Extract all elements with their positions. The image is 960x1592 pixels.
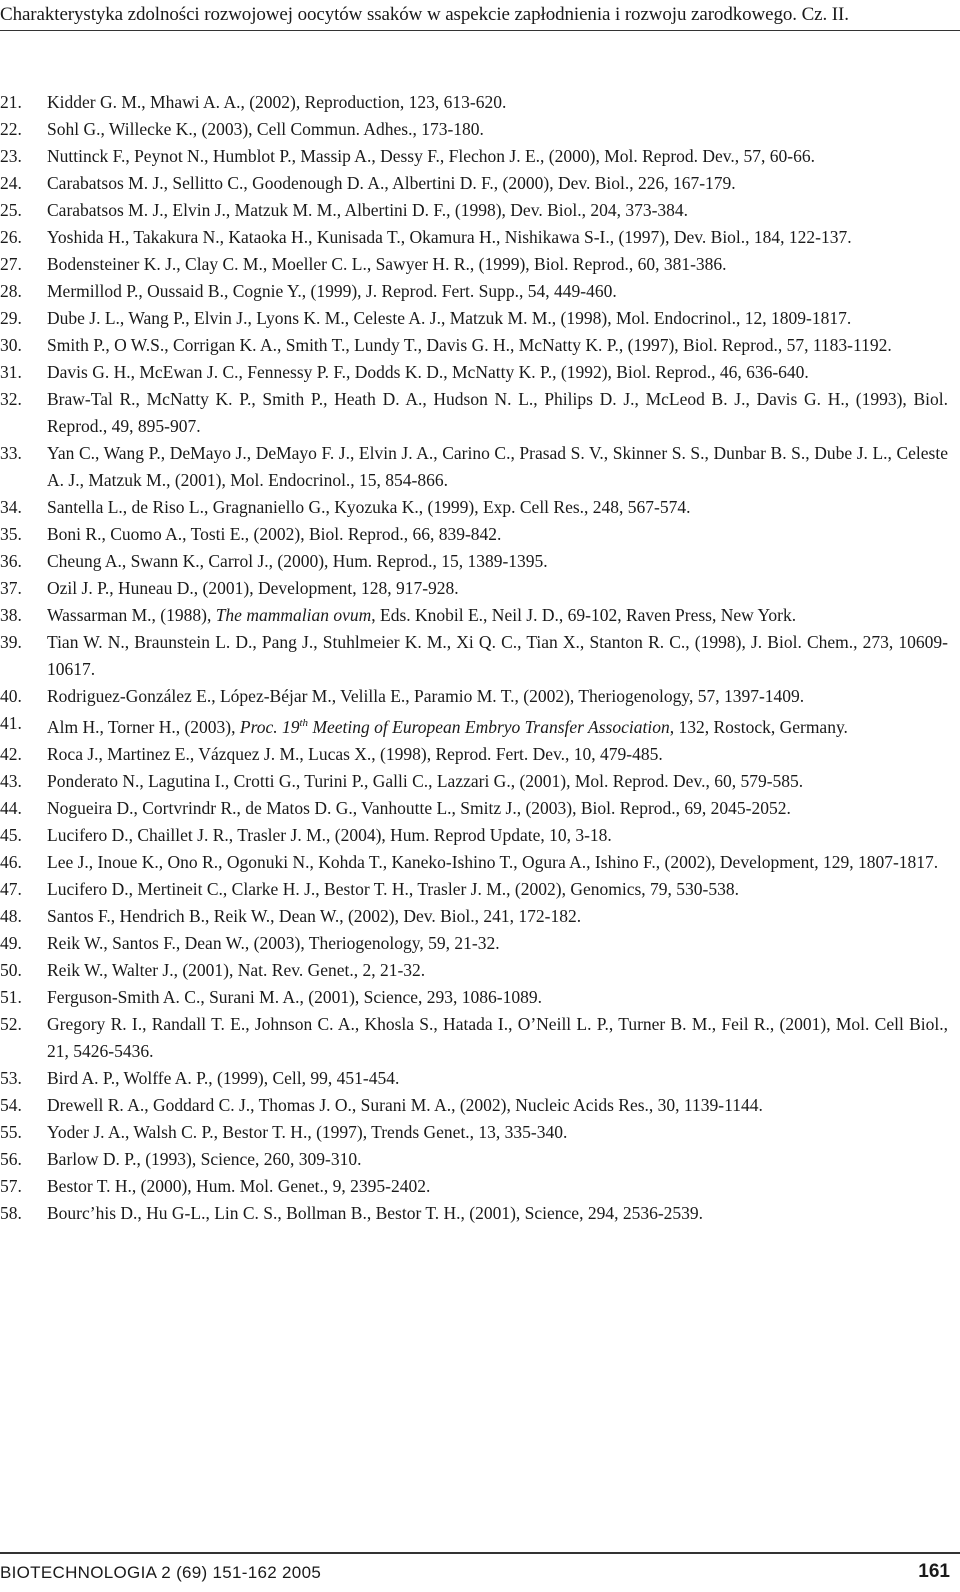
reference-item: [0, 197, 948, 224]
reference-number: 23.: [0, 146, 22, 166]
reference-text: [47, 143, 948, 170]
reference-item: [0, 521, 948, 548]
reference-text: [47, 741, 948, 768]
reference-item: [0, 1173, 948, 1200]
reference-item: [0, 305, 948, 332]
reference-text: [47, 224, 948, 251]
reference-text: [47, 89, 948, 116]
reference-item: [0, 683, 948, 710]
reference-item: [0, 548, 948, 575]
reference-segment: Bodensteiner K. J., Clay C. M., Moeller C. L., Sawyer H. R., (1999), Biol. Reprod., 60, 381-386.: [47, 254, 727, 274]
reference-number: 52.: [0, 1013, 22, 1034]
reference-number: 48.: [0, 905, 22, 926]
reference-number: 50.: [0, 959, 22, 980]
reference-text: [47, 822, 948, 849]
reference-number: 24.: [0, 173, 22, 193]
reference-segment: Gregory R. I., Randall T. E., Johnson C. A., Khosla S., Hatada I., O’Neill L. P., Turner B. M., Feil R., (2001), Mol. Cell Biol., 21, 5426-5436.: [47, 1013, 948, 1061]
reference-number: 33.: [0, 443, 22, 463]
reference-item: [0, 957, 948, 984]
reference-number: 43.: [0, 770, 22, 791]
reference-item: [0, 89, 948, 116]
superscript: th: [299, 717, 309, 729]
reference-segment: Bird A. P., Wolffe A. P., (1999), Cell, 99, 451-454.: [47, 1067, 400, 1088]
reference-text: [47, 575, 948, 602]
journal-citation: BIOTECHNOLOGIA 2 (69) 151-162 2005: [0, 1563, 322, 1582]
reference-number: 53.: [0, 1067, 22, 1088]
reference-text: [47, 332, 948, 359]
reference-item: [0, 224, 948, 251]
reference-segment: Carabatsos M. J., Sellitto C., Goodenough D. A., Albertini D. F., (2000), Dev. Biol., 226, 167-179.: [47, 173, 736, 193]
reference-item: [0, 1146, 948, 1173]
reference-number: 47.: [0, 878, 22, 899]
reference-number: 31.: [0, 362, 22, 382]
reference-item: [0, 795, 948, 822]
reference-item: [0, 332, 948, 359]
reference-segment: Santella L., de Riso L., Gragnaniello G., Kyozuka K., (1999), Exp. Cell Res., 248, 567-574.: [47, 497, 691, 517]
italic-title: The mammalian ovum: [215, 605, 372, 625]
reference-number: 40.: [0, 686, 22, 706]
reference-item: [0, 116, 948, 143]
reference-item: [0, 440, 948, 494]
reference-text: [47, 278, 948, 305]
reference-text: [47, 710, 948, 741]
reference-number: 28.: [0, 281, 22, 301]
reference-item: [0, 170, 948, 197]
reference-number: 46.: [0, 851, 22, 872]
reference-number: 27.: [0, 254, 22, 274]
reference-item: [0, 1200, 948, 1227]
reference-item: [0, 629, 948, 683]
reference-text: [47, 629, 948, 683]
reference-item: [0, 741, 948, 768]
reference-number: 58.: [0, 1202, 22, 1223]
reference-text: [47, 984, 948, 1011]
reference-number: 49.: [0, 932, 22, 953]
reference-text: [47, 683, 948, 710]
reference-item: [0, 143, 948, 170]
page-number: 161: [918, 1561, 950, 1582]
reference-item: [0, 822, 948, 849]
reference-number: 34.: [0, 497, 22, 517]
reference-number: 22.: [0, 119, 22, 139]
reference-item: [0, 386, 948, 440]
reference-text: [47, 548, 948, 575]
footer-rule: [0, 1552, 960, 1554]
italic-title: Meeting of European Embryo Transfer Association: [308, 716, 670, 737]
reference-item: [0, 1065, 948, 1092]
reference-number: 39.: [0, 632, 22, 652]
reference-item: [0, 575, 948, 602]
reference-text: [47, 197, 948, 224]
reference-segment: Reik W., Santos F., Dean W., (2003), Theriogenology, 59, 21-32.: [47, 932, 500, 953]
reference-item: [0, 984, 948, 1011]
reference-number: 38.: [0, 605, 22, 625]
reference-number: 42.: [0, 743, 22, 764]
reference-segment: Yoder J. A., Walsh C. P., Bestor T. H., (1997), Trends Genet., 13, 335-340.: [47, 1121, 568, 1142]
reference-list: [0, 89, 948, 1227]
reference-number: 44.: [0, 797, 22, 818]
reference-text: [47, 1146, 948, 1173]
reference-segment: Rodriguez-González E., López-Béjar M., Velilla E., Paramio M. T., (2002), Theriogenology, 57, 1397-1409.: [47, 686, 805, 706]
reference-text: [47, 1011, 948, 1065]
reference-item: [0, 903, 948, 930]
reference-segment: Yan C., Wang P., DeMayo J., DeMayo F. J., Elvin J. A., Carino C., Prasad S. V., Skinner S. S., Dunbar B. S., Dube J. L., Celeste A. J., Matzuk M., (2001), Mol. Endocrinol., 15, 854-866.: [47, 443, 948, 490]
reference-text: [47, 930, 948, 957]
reference-number: 57.: [0, 1175, 22, 1196]
reference-item: [0, 768, 948, 795]
reference-segment: Smith P., O W.S., Corrigan K. A., Smith T., Lundy T., Davis G. H., McNatty K. P., (1997), Biol. Reprod., 57, 1183-1192.: [47, 335, 892, 355]
reference-number: 36.: [0, 551, 22, 571]
italic-title: [300, 717, 309, 737]
reference-text: [47, 386, 948, 440]
reference-segment: Ponderato N., Lagutina I., Crotti G., Turini P., Galli C., Lazzari G., (2001), Mol. Reprod. Dev., 60, 579-585.: [47, 770, 804, 791]
reference-text: [47, 305, 948, 332]
reference-text: [47, 170, 948, 197]
reference-number: 35.: [0, 524, 22, 544]
reference-segment: Bourc’his D., Hu G-L., Lin C. S., Bollman B., Bestor T. H., (2001), Science, 294, 2536-2539.: [47, 1202, 704, 1223]
reference-text: [47, 903, 948, 930]
reference-segment: Lee J., Inoue K., Ono R., Ogonuki N., Kohda T., Kaneko-Ishino T., Ogura A., Ishino F., (2002), Development, 129, 1807-1817.: [47, 851, 939, 872]
reference-text: [47, 957, 948, 984]
reference-number: 45.: [0, 824, 22, 845]
reference-segment: Santos F., Hendrich B., Reik W., Dean W., (2002), Dev. Biol., 241, 172-182.: [47, 905, 582, 926]
reference-number: 32.: [0, 389, 22, 409]
reference-segment: Sohl G., Willecke K., (2003), Cell Commun. Adhes., 173-180.: [47, 119, 484, 139]
reference-text: [47, 602, 948, 629]
reference-text: [47, 359, 948, 386]
reference-item: [0, 278, 948, 305]
reference-number: 56.: [0, 1148, 22, 1169]
reference-segment: Braw-Tal R., McNatty K. P., Smith P., Heath D. A., Hudson N. L., Philips D. J., McLeod B. J., Davis G. H., (1993), Biol. Reprod., 49, 895-907.: [47, 389, 948, 436]
reference-item: [0, 876, 948, 903]
reference-segment: Yoshida H., Takakura N., Kataoka H., Kunisada T., Okamura H., Nishikawa S-I., (1997), Dev. Biol., 184, 122-137.: [47, 227, 852, 247]
reference-item: [0, 1119, 948, 1146]
reference-segment: Drewell R. A., Goddard C. J., Thomas J. O., Surani M. A., (2002), Nucleic Acids Res., 30, 1139-1144.: [47, 1094, 763, 1115]
reference-text: [47, 768, 948, 795]
reference-number: 41.: [0, 713, 22, 733]
reference-segment: , 132, Rostock, Germany.: [669, 716, 848, 737]
reference-segment: Tian W. N., Braunstein L. D., Pang J., Stuhlmeier K. M., Xi Q. C., Tian X., Stanton R. C., (1998), J. Biol. Chem., 273, 10609-10617.: [47, 632, 948, 679]
reference-number: 29.: [0, 308, 22, 328]
reference-text: [47, 251, 948, 278]
reference-text: [47, 1092, 948, 1119]
reference-segment: Ferguson-Smith A. C., Surani M. A., (2001), Science, 293, 1086-1089.: [47, 986, 543, 1007]
reference-segment: Lucifero D., Chaillet J. R., Trasler J. M., (2004), Hum. Reprod Update, 10, 3-18.: [47, 824, 612, 845]
reference-item: [0, 494, 948, 521]
reference-text: [47, 1173, 948, 1200]
reference-segment: Mermillod P., Oussaid B., Cognie Y., (1999), J. Reprod. Fert. Supp., 54, 449-460.: [47, 281, 617, 301]
reference-segment: Cheung A., Swann K., Carrol J., (2000), Hum. Reprod., 15, 1389-1395.: [47, 551, 548, 571]
reference-segment: , Eds. Knobil E., Neil J. D., 69-102, Raven Press, New York.: [371, 605, 797, 625]
reference-segment: Boni R., Cuomo A., Tosti E., (2002), Biol. Reprod., 66, 839-842.: [47, 524, 502, 544]
reference-segment: Bestor T. H., (2000), Hum. Mol. Genet., 9, 2395-2402.: [47, 1175, 431, 1196]
reference-item: [0, 251, 948, 278]
reference-text: [47, 494, 948, 521]
reference-item: [0, 1011, 948, 1065]
reference-text: [47, 521, 948, 548]
reference-segment: Lucifero D., Mertineit C., Clarke H. J., Bestor T. H., Trasler J. M., (2002), Genomics, 79, 530-538.: [47, 878, 739, 899]
reference-segment: Nogueira D., Cortvrindr R., de Matos D. G., Vanhoutte L., Smitz J., (2003), Biol. Reprod., 69, 2045-2052.: [47, 797, 791, 818]
reference-text: [47, 440, 948, 494]
reference-number: 25.: [0, 200, 22, 220]
reference-segment: Barlow D. P., (1993), Science, 260, 309-310.: [47, 1148, 362, 1169]
reference-item: [0, 930, 948, 957]
reference-text: [47, 849, 948, 876]
reference-segment: Wassarman M., (1988),: [47, 605, 216, 625]
reference-number: 26.: [0, 227, 22, 247]
reference-item: [0, 710, 948, 741]
running-title: Charakterystyka zdolności rozwojowej oocytów ssaków w aspekcie zapłodnienia i rozwoju zarodkowego. Cz. II.: [0, 4, 849, 25]
reference-number: 51.: [0, 986, 22, 1007]
reference-text: [47, 116, 948, 143]
reference-text: [47, 876, 948, 903]
reference-text: [47, 1119, 948, 1146]
reference-segment: Kidder G. M., Mhawi A. A., (2002), Reproduction, 123, 613-620.: [47, 92, 507, 112]
reference-text: [47, 795, 948, 822]
reference-segment: Reik W., Walter J., (2001), Nat. Rev. Genet., 2, 21-32.: [47, 959, 426, 980]
reference-item: [0, 849, 948, 876]
reference-number: 55.: [0, 1121, 22, 1142]
reference-number: 37.: [0, 578, 22, 598]
reference-segment: Alm H., Torner H., (2003),: [47, 716, 240, 737]
header-rule: [0, 30, 960, 31]
italic-title: Proc. 19: [239, 716, 300, 737]
reference-item: [0, 359, 948, 386]
reference-item: [0, 1092, 948, 1119]
reference-segment: Dube J. L., Wang P., Elvin J., Lyons K. M., Celeste A. J., Matzuk M. M., (1998), Mol. Endocrinol., 12, 1809-1817.: [47, 308, 852, 328]
reference-segment: Davis G. H., McEwan J. C., Fennessy P. F., Dodds K. D., McNatty K. P., (1992), Biol. Reprod., 46, 636-640.: [47, 362, 809, 382]
reference-number: 21.: [0, 92, 22, 112]
reference-segment: Nuttinck F., Peynot N., Humblot P., Massip A., Dessy F., Flechon J. E., (2000), Mol. Reprod. Dev., 57, 60-66.: [47, 146, 816, 166]
reference-segment: Carabatsos M. J., Elvin J., Matzuk M. M., Albertini D. F., (1998), Dev. Biol., 204, 373-384.: [47, 200, 689, 220]
reference-segment: Roca J., Martinez E., Vázquez J. M., Lucas X., (1998), Reprod. Fert. Dev., 10, 479-485.: [47, 743, 663, 764]
reference-number: 30.: [0, 335, 22, 355]
reference-segment: Ozil J. P., Huneau D., (2001), Development, 128, 917-928.: [47, 578, 459, 598]
reference-text: [47, 1200, 948, 1227]
reference-item: [0, 602, 948, 629]
reference-text: [47, 1065, 948, 1092]
reference-number: 54.: [0, 1094, 22, 1115]
